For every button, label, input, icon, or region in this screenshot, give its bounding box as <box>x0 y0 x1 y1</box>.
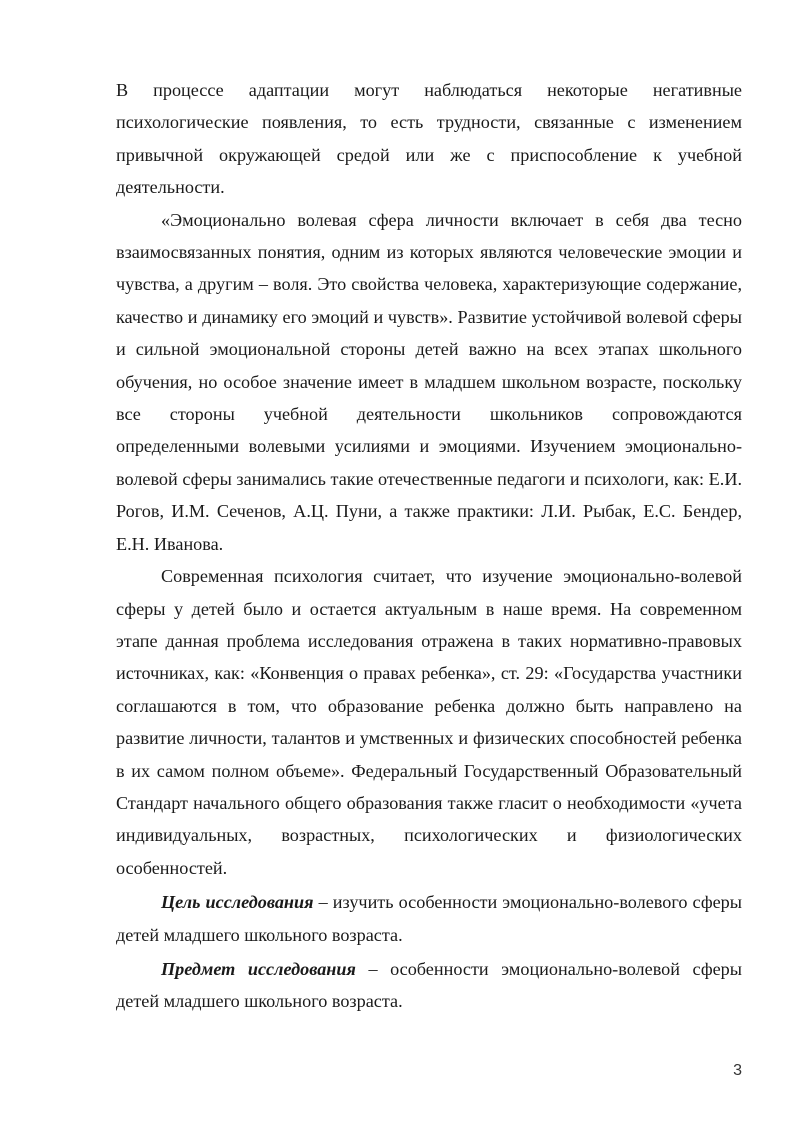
paragraph-adaptation: В процессе адаптации могут наблюдаться некоторые негативные психологические появления, то есть трудности, связанные с изменением привычной окружающей средой или же с приспособление к учебной деятельности. <box>116 80 742 198</box>
paragraph-modern-psychology: Современная психология считает, что изучение эмоционально-волевой сферы у детей было и остается актуальным в наше время. На современном этапе данная проблема исследования отражена в таких нормативно-правовых источниках, как: «Конвенция о правах ребенка», ст. 29: «Государства участники соглашаются в том, что образование ребенка должно быть направлено на развитие личности, талантов и умственных и физических способностей ребенка в их самом полном объеме». Федеральный Государственный Образовательный Стандарт начального общего образования также гласит о необходимости «учета индивидуальных, возрастных, психологических и физиологических особенностей. <box>116 566 742 878</box>
paragraph-emotional-volitional-sphere: «Эмоционально волевая сфера личности включает в себя два тесно взаимосвязанных понятия, одним из которых являются человеческие эмоции и чувства, а другим – воля. Это свойства человека, характеризующие содержание, качество и динамику его эмоций и чувств». Развитие устойчивой волевой сферы и сильной эмоциональной стороны детей важно на всех этапах школьного обучения, но особое значение имеет в младшем школьном возрасте, поскольку все стороны учебной деятельности школьников сопровождаются определенными волевыми усилиями и эмоциями. Изучением эмоционально-волевой сферы занимались такие отечественные педагоги и психологи, как: Е.И. Рогов, И.М. Сеченов, А.Ц. Пуни, а также практики: Л.И. Рыбак, Е.С. Бендер, Е.Н. Иванова. <box>116 209 742 554</box>
page-number: 3 <box>733 1062 742 1079</box>
research-goal-text: – изучить особенности эмоционально-волевого сферы детей младшего школьного возраста. <box>116 892 742 945</box>
research-goal-label: Цель исследования <box>161 892 314 913</box>
research-subject <box>116 953 742 1018</box>
research-goal <box>116 886 742 951</box>
research-subject-text: – особенности эмоционально-волевой сферы детей младшего школьного возраста. <box>116 958 743 1012</box>
document-page <box>116 74 742 1018</box>
research-subject-label: Предмет исследования <box>161 958 356 979</box>
